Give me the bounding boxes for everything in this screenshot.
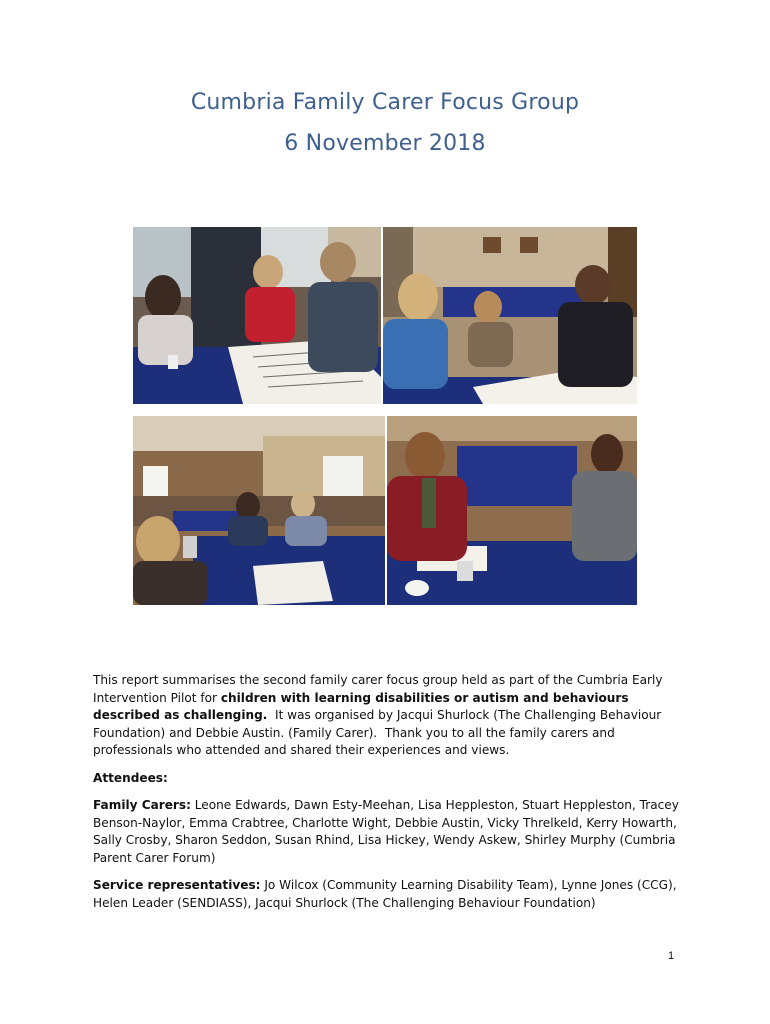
photo-room-group-discussion xyxy=(133,416,385,605)
intro-paragraph xyxy=(93,672,693,760)
service-representatives-paragraph xyxy=(93,877,693,912)
intro-bold-text: children with learning disabilities or autism and behaviours described as challenging. xyxy=(93,690,629,723)
document-title: Cumbria Family Carer Focus Group xyxy=(190,90,580,115)
service-representatives-label: Service representatives: xyxy=(93,878,261,892)
intro-text-1: This report summarises the second family carer focus group held as part of the Cumbria Early Intervention Pilot for xyxy=(93,673,663,705)
page-number: 1 xyxy=(668,950,675,962)
family-carers-label: Family Carers: xyxy=(93,798,191,812)
service-representatives-list: Jo Wilcox (Community Learning Disability Team), Lynne Jones (CCG), Helen Leader (SENDIASS), Jacqui Shurlock (The Challenging Behaviour Foundation) xyxy=(93,878,677,910)
photo-carers-reading-papers xyxy=(383,227,637,404)
photo-two-women-talking xyxy=(387,416,637,605)
photo-workshop-table-writing xyxy=(133,227,381,404)
attendees-heading: Attendees: xyxy=(93,771,168,785)
document-date: 6 November 2018 xyxy=(284,131,486,156)
family-carers-paragraph xyxy=(93,797,693,867)
family-carers-list: Leone Edwards, Dawn Esty-Meehan, Lisa Heppleston, Stuart Heppleston, Tracey Benson-Naylor, Emma Crabtree, Charlotte Wight, Debbie Austin, Vicky Threlkeld, Kerry Howarth, Sally Crosby, Sharon Seddon, Susan Rhind, Lisa Hickey, Wendy Askew, Shirley Murphy (Cumbria Parent Carer Forum) xyxy=(93,798,679,865)
intro-text-2: It was organised by Jacqui Shurlock (The Challenging Behaviour Foundation) and Debbie Austin. (Family Carer). Thank you to all the family carers and professionals who attended and shared their experiences and views. xyxy=(93,708,666,758)
